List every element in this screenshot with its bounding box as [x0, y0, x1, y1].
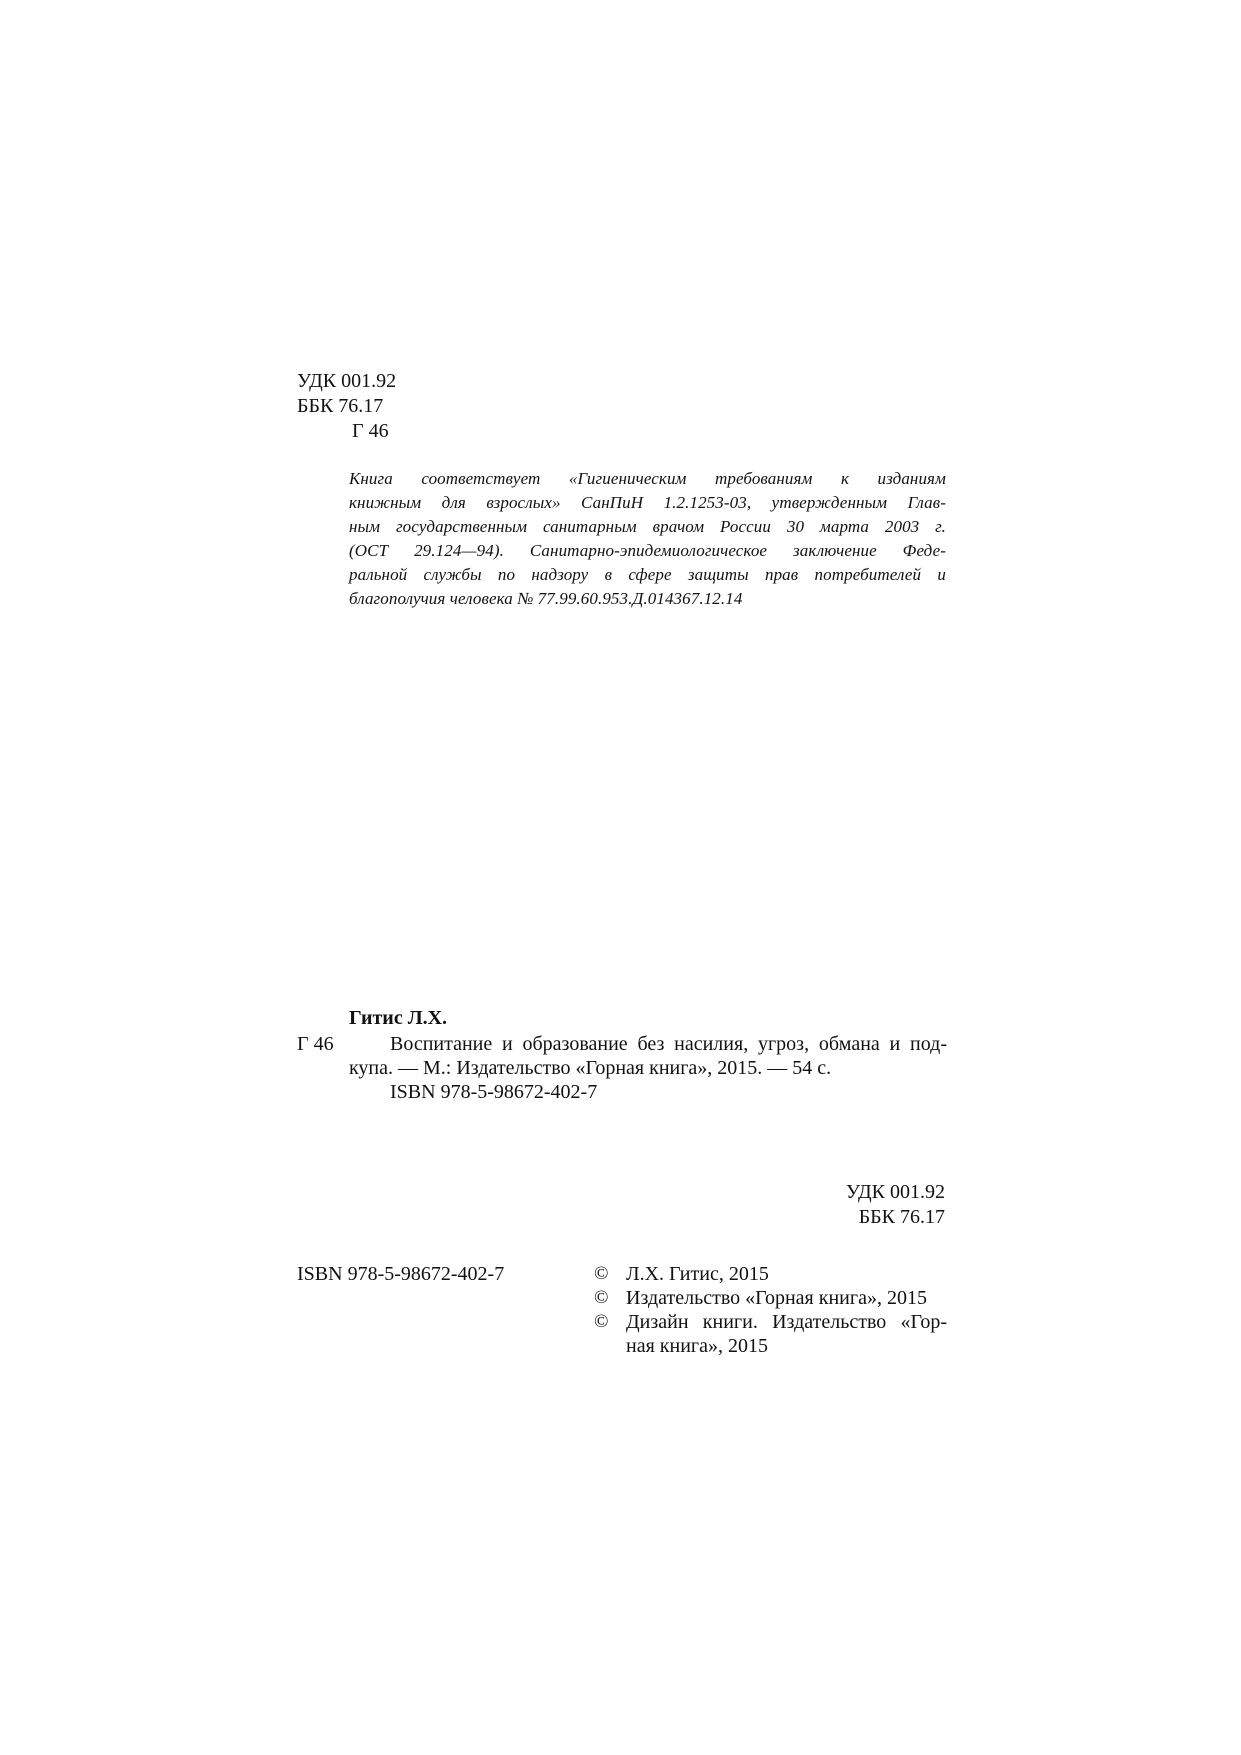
copyright-icon: © — [594, 1287, 609, 1308]
notice-line: благополучия человека № 77.99.60.953.Д.014367.12.14 — [349, 589, 743, 608]
catalog-publication-line: купа. — М.: Издательство «Горная книга», 2015. — 54 с. — [349, 1057, 832, 1079]
notice-line: (ОСТ 29.124—94). Санитарно-эпидемиологическое заключение Феде- — [349, 541, 946, 560]
catalog-title-line: Воспитание и образование без насилия, угроз, обмана и под- — [390, 1033, 947, 1055]
copyright-icon: © — [594, 1263, 609, 1284]
copyright-line — [594, 1286, 947, 1310]
notice-line: книжным для взрослых» СанПиН 1.2.1253-03, утвержденным Глав- — [349, 493, 946, 512]
notice-line: Книга соответствует «Гигиеническим требованиям к изданиям — [349, 469, 946, 488]
copyright-continuation: ная книга», 2015 — [626, 1335, 768, 1357]
bbk-code: ББК 76.17 — [858, 1206, 945, 1228]
copyright-text: Дизайн книги. Издательство «Гор- — [626, 1311, 947, 1333]
copyright-text: Издательство «Горная книга», 2015 — [626, 1287, 927, 1309]
author-mark: Г 46 — [352, 420, 389, 442]
catalog-entry — [297, 1032, 947, 1104]
hygiene-notice — [349, 467, 946, 611]
udk-code: УДК 001.92 — [845, 1181, 945, 1203]
copyright-line — [594, 1310, 947, 1334]
udk-code: УДК 001.92 — [297, 370, 397, 392]
catalog-isbn: ISBN 978-5-98672-402-7 — [390, 1081, 598, 1103]
top-classification-codes — [297, 369, 396, 444]
bbk-code: ББК 76.17 — [297, 395, 384, 417]
copyright-icon: © — [594, 1311, 609, 1332]
copyright-block — [594, 1262, 947, 1358]
isbn-number: ISBN 978-5-98672-402-7 — [297, 1263, 505, 1285]
notice-line: ральной службы по надзору в сфере защиты прав потребителей и — [349, 565, 946, 584]
bottom-classification-codes — [846, 1180, 945, 1230]
copyright-text: Л.Х. Гитис, 2015 — [626, 1263, 769, 1285]
notice-line: ным государственным санитарным врачом России 30 марта 2003 г. — [349, 517, 946, 536]
catalog-author-mark: Г 46 — [297, 1033, 334, 1055]
copyright-line — [594, 1262, 947, 1286]
catalog-author: Гитис Л.Х. — [349, 1007, 448, 1029]
